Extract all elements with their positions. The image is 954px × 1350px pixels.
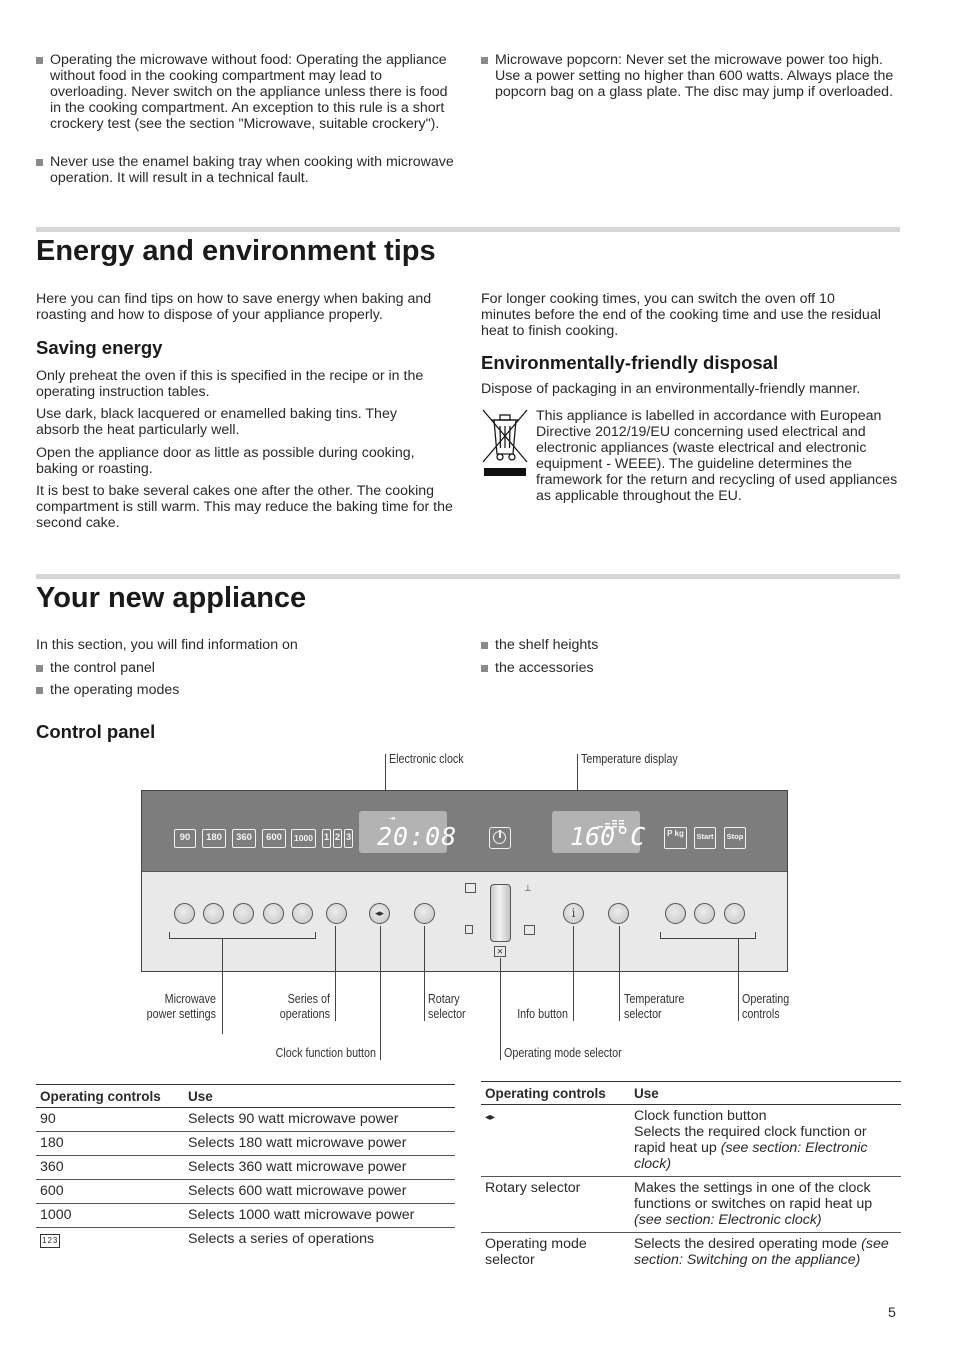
saving-tip-3: Open the appliance door as little as possible during cooking, baking or roasting.: [36, 445, 415, 477]
weee-bin-icon: [481, 408, 529, 478]
temperature-selector-knob[interactable]: [608, 903, 629, 924]
power-90-button[interactable]: 90: [174, 829, 196, 848]
operating-knob-1[interactable]: [665, 903, 686, 924]
table-row: [481, 1105, 901, 1177]
clock-value: 20:08: [377, 822, 458, 851]
table-cell: 600: [36, 1180, 184, 1204]
cell-ref: (see section: Switching on the appliance): [634, 1236, 889, 1268]
timer-icon: ⇥: [389, 813, 396, 824]
saving-tip-4: It is best to bake several cakes one after the other. The cooking compartment is still warm. This may reduce the baking time for the second cake.: [36, 483, 453, 531]
operating-mode-selector[interactable]: [490, 884, 511, 942]
controls-table-left: [36, 1084, 455, 1252]
power-360-knob[interactable]: [233, 903, 254, 924]
table-cell: Selects 600 watt microwave power: [184, 1180, 455, 1204]
table-cell: Selects a series of operations: [188, 1231, 375, 1247]
clock-arrows-icon: ◂▸: [485, 1112, 496, 1123]
table-row: [36, 1108, 455, 1132]
series-2-button[interactable]: 2: [333, 829, 342, 848]
table-row: [36, 1180, 455, 1204]
table-cell: Operating mode selector: [485, 1236, 587, 1268]
mode-oven-icon: [465, 883, 476, 893]
mode-fan-icon: ⊥: [524, 883, 532, 893]
energy-intro: Here you can find tips on how to save energy when baking and roasting and how to dispose of your appliance properly.: [36, 291, 432, 323]
table-row: [36, 1156, 455, 1180]
info-button[interactable]: i: [563, 903, 584, 924]
cell-text: Selects the desired operating mode: [634, 1236, 862, 1252]
appliance-intro: In this section, you will find information on: [36, 637, 298, 653]
operating-controls-label: Operating controls: [742, 992, 790, 1021]
cell-ref: (see section: Electronic clock): [634, 1212, 822, 1228]
power-1000-button[interactable]: 1000: [291, 829, 316, 848]
safety-bullet-1: Operating the microwave without food: Operating the appliance without food in the cooking compartment may lead to overloading. Never switch on the appliance unless there is food in the cooking compartment. An exception to this rule is a short crockery test (see the section "Microwave, suitable crockery").: [36, 52, 454, 132]
page-number: 5: [888, 1305, 896, 1321]
weee-text: This appliance is labelled in accordance with European Directive 2012/19/EU concerning used electrical and electronic appliances (waste electrical and electronic equipment - WEEE). The guideline determines the framework for the return and recycling of used appliances as applicable throughout the EU.: [536, 408, 898, 504]
operating-knob-3[interactable]: [724, 903, 745, 924]
clock-function-knob[interactable]: ◂▸: [369, 903, 390, 924]
start-button[interactable]: Start: [694, 827, 716, 849]
rotary-selector-label: Rotary selector: [428, 992, 466, 1021]
table-cell: Selects 90 watt microwave power: [184, 1108, 455, 1132]
bracket-line: [660, 938, 756, 939]
power-180-knob[interactable]: [203, 903, 224, 924]
weight-button[interactable]: P kg: [664, 827, 687, 849]
mode-bottom-heat-icon: [524, 925, 535, 935]
table-cell: Selects 1000 watt microwave power: [184, 1204, 455, 1228]
table-cell: 180: [36, 1132, 184, 1156]
series-icon: 123: [40, 1234, 60, 1248]
table-row: [481, 1177, 901, 1233]
table-cell: Selects 180 watt microwave power: [184, 1132, 455, 1156]
info-button-label: Info button: [517, 1007, 568, 1021]
table-header: Use: [184, 1085, 455, 1108]
safety-bullet-2: Never use the enamel baking tray when cooking with microwave operation. It will result in a technical fault.: [36, 154, 454, 186]
section-rule: [36, 574, 900, 579]
temperature-selector-label: Temperature selector: [624, 992, 685, 1021]
microwave-power-label: Microwave power settings: [146, 992, 216, 1021]
mode-grill-icon: [465, 925, 473, 934]
table-cell: [630, 1233, 901, 1273]
cell-ref: (see section: Electronic clock): [634, 1140, 868, 1172]
table-cell: 360: [36, 1156, 184, 1180]
series-label: Series of operations: [279, 992, 330, 1021]
electronic-clock-label: Electronic clock: [389, 752, 464, 766]
table-cell: [630, 1177, 901, 1233]
cell-text: Selects the required clock function or rapid heat up: [634, 1124, 867, 1156]
longer-cooking-tip: For longer cooking times, you can switch the oven off 10 minutes before the end of the cooking time and use the residual heat to finish cooking.: [481, 291, 881, 339]
table-row: [36, 1228, 455, 1253]
clock-function-symbol-cell: [481, 1105, 630, 1177]
stop-button[interactable]: Stop: [724, 827, 746, 849]
power-600-knob[interactable]: [263, 903, 284, 924]
series-3-button[interactable]: 3: [344, 829, 353, 848]
clock-display: [359, 811, 458, 853]
temperature-value: 160°C: [570, 822, 646, 851]
power-button[interactable]: [489, 827, 511, 849]
mode-microwave-icon: ⨯: [494, 946, 506, 957]
section-rule: [36, 227, 900, 232]
table-cell: 1000: [36, 1204, 184, 1228]
list-item: the accessories: [481, 660, 594, 676]
power-360-button[interactable]: 360: [232, 829, 256, 848]
table-cell: [630, 1105, 901, 1177]
table-row: [36, 1204, 455, 1228]
power-1000-knob[interactable]: [292, 903, 313, 924]
saving-tip-2: Use dark, black lacquered or enamelled baking tins. They absorb the heat particularly well.: [36, 406, 397, 438]
table-row: [36, 1132, 455, 1156]
power-180-button[interactable]: 180: [202, 829, 226, 848]
power-90-knob[interactable]: [174, 903, 195, 924]
list-item: the shelf heights: [481, 637, 598, 653]
cell-title: Clock function button: [634, 1108, 767, 1124]
table-cell: 90: [36, 1108, 184, 1132]
table-row: [481, 1233, 901, 1273]
temperature-display: [552, 811, 646, 853]
rotary-selector-knob[interactable]: [414, 903, 435, 924]
table-header: Use: [630, 1082, 901, 1105]
saving-tip-1: Only preheat the oven if this is specified in the recipe or in the operating instruction tables.: [36, 368, 424, 400]
cell-text: Makes the settings in one of the clock functions or switches on rapid heat up: [634, 1180, 873, 1212]
appliance-title: Your new appliance: [36, 582, 307, 614]
table-cell: Rotary selector: [481, 1177, 630, 1233]
controls-table-right: [481, 1081, 901, 1272]
power-600-button[interactable]: 600: [262, 829, 286, 848]
series-symbol-cell: [36, 1228, 184, 1253]
temperature-display-label: Temperature display: [581, 752, 678, 766]
series-knob[interactable]: [326, 903, 347, 924]
list-item: the control panel: [36, 660, 155, 676]
control-panel-heading: Control panel: [36, 721, 156, 742]
safety-bullet-3: Microwave popcorn: Never set the microwave power too high. Use a power setting no higher than 600 watts. Always place the popcorn bag on a glass plate. The disc may jump if overloaded.: [481, 52, 901, 100]
table-cell: Selects 360 watt microwave power: [184, 1156, 455, 1180]
operating-knob-2[interactable]: [694, 903, 715, 924]
disposal-intro: Dispose of packaging in an environmentally-friendly manner.: [481, 381, 861, 397]
mode-selector-label: Operating mode selector: [504, 1046, 622, 1060]
energy-title: Energy and environment tips: [36, 235, 436, 267]
disposal-heading: Environmentally-friendly disposal: [481, 352, 779, 373]
bracket-line: [169, 938, 316, 939]
clock-function-label: Clock function button: [275, 1046, 376, 1060]
list-item: the operating modes: [36, 682, 179, 698]
saving-energy-heading: Saving energy: [36, 337, 163, 358]
table-header: Operating controls: [481, 1082, 630, 1105]
series-1-button[interactable]: 1: [322, 829, 331, 848]
table-header: Operating controls: [36, 1085, 184, 1108]
